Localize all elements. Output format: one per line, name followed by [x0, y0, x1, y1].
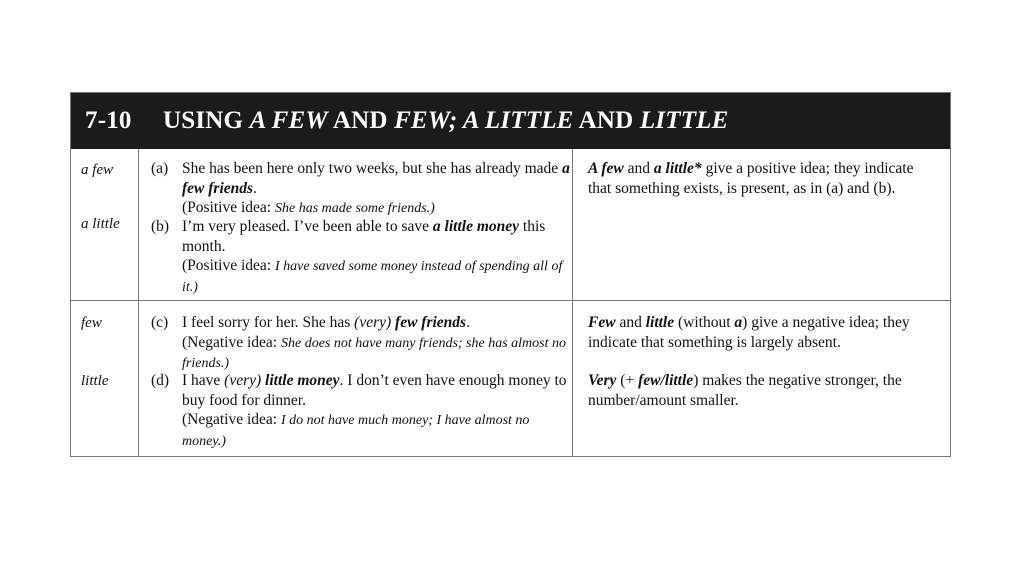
example-a: [151, 159, 571, 219]
chart-title: USING A FEW AND FEW; A LITTLE AND LITTLE: [163, 107, 729, 134]
example-c: [151, 313, 571, 374]
example-tag: (a): [151, 160, 169, 177]
label-few: few: [81, 315, 102, 331]
example-b: [151, 217, 571, 297]
example-sentence: I have (very) little money. I don’t even have enough money to buy food for dinner.: [182, 372, 567, 409]
example-paraphrase: (Positive idea: She has made some friends.): [182, 199, 435, 216]
explanation-very: Very (+ few/little) makes the negative stronger, the number/amount smaller.: [588, 372, 902, 409]
examples-column: [139, 149, 573, 300]
explanation-column: [573, 301, 950, 456]
label-a-little: a little: [81, 216, 120, 232]
explanation-column: [573, 149, 950, 300]
examples-column: [139, 301, 573, 456]
row-positive: [71, 149, 950, 300]
example-sentence: I feel sorry for her. She has (very) few friends.: [182, 314, 470, 331]
example-paraphrase: (Negative idea: I do not have much money; I have almost no money.): [182, 411, 530, 449]
example-tag: (d): [151, 372, 170, 389]
example-sentence: She has been here only two weeks, but she has already made a few friends.: [182, 160, 570, 197]
example-tag: (c): [151, 314, 169, 331]
example-sentence: I’m very pleased. I’ve been able to save a little money this month.: [182, 218, 546, 255]
label-column: [71, 301, 139, 456]
explanation-positive: A few and a little* give a positive idea; they indicate that something exists, is present, as in (a) and (b).: [588, 160, 914, 197]
label-column: [71, 149, 139, 300]
label-a-few: a few: [81, 162, 114, 178]
example-tag: (b): [151, 218, 170, 235]
chart-header: [71, 93, 950, 149]
example-paraphrase: (Positive idea: I have saved some money instead of spending all of it.): [182, 257, 563, 295]
explanation-negative: Few and little (without a) give a negative idea; they indicate that something is largely absent.: [588, 314, 910, 351]
label-little: little: [81, 373, 109, 389]
row-negative: [71, 300, 950, 456]
example-paraphrase: (Negative idea: She does not have many friends; she has almost no friends.): [182, 333, 567, 371]
example-d: [151, 371, 571, 451]
grammar-chart: [70, 92, 951, 457]
chart-number: 7-10: [85, 107, 132, 134]
